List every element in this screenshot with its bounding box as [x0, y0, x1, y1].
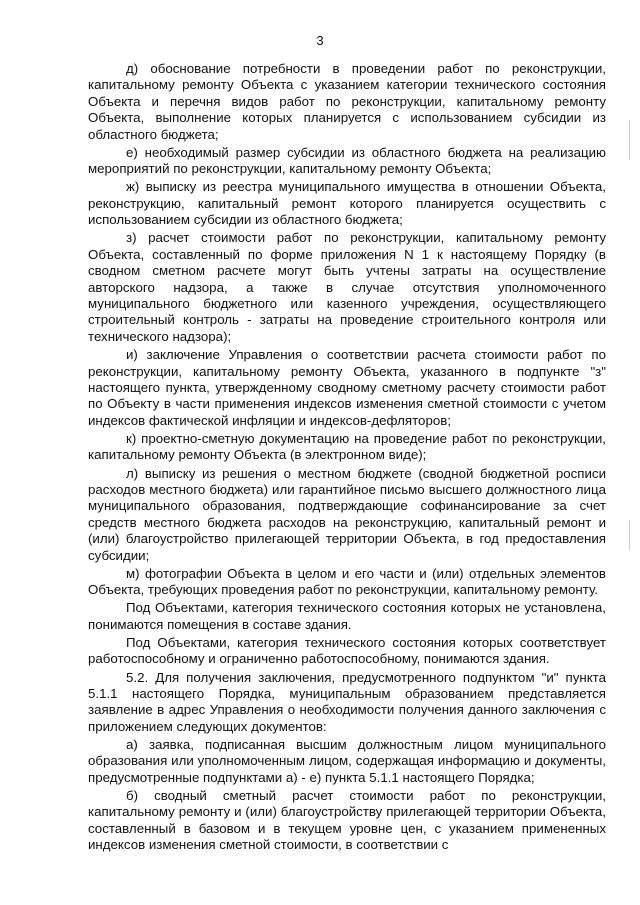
paragraph-k: к) проектно-сметную документацию на проведение работ по реконструкции, капитальному ремонту Объекта (в электронном виде);: [88, 430, 606, 463]
paragraph-d: д) обоснование потребности в проведении работ по реконструкции, капитальному ремонту Объекта с указанием категории технического состояния Объекта и перечня видов работ по реконструкции, капитальному ремонту Объекта, выполнение которых планируется с использованием субсидии из областного бюджета;: [88, 61, 606, 142]
paragraph-zh: ж) выписку из реестра муниципального имущества в отношении Объекта, реконструкцию, капитальный ремонт которого планируется осуществить с использованием субсидии из областного бюджета;: [88, 179, 606, 228]
page-number: 3: [316, 33, 324, 48]
paragraph-m: м) фотографии Объекта в целом и его части и (или) отдельных элементов Объекта, требующих проведения работ по реконструкции, капитальному ремонту.: [88, 565, 606, 598]
paragraph-objects-unset-category: Под Объектами, категория технического состояния которых не установлена, понимаются помещения в составе здания.: [88, 600, 606, 632]
paragraph-e: е) необходимый размер субсидии из областного бюджета на реализацию мероприятий по реконструкции, капитальному ремонту Объекта;: [88, 144, 606, 177]
paragraph-l: л) выписку из решения о местном бюджете (сводной бюджетной росписи расходов местного бюджета) или гарантийное письмо высшего должностного лица муниципального образования, подтверждающие софинансирование за счет средств местного бюджета расходов на реконструкцию, капитальный ремонт и (или) благоустройство прилегающей территории Объекта, в год предоставления субсидии;: [88, 465, 606, 563]
paragraph-5-2-a: а) заявка, подписанная высшим должностным лицом муниципального образования или уполномоченным лицом, содержащая информацию и документы, предусмотренные подпунктами а) - е) пункта 5.1.1 настоящего Порядка;: [88, 737, 606, 785]
paragraph-5-2: 5.2. Для получения заключения, предусмотренного подпунктом "и" пункта 5.1.1 настоящего Порядка, муниципальным образованием представляется заявление в адрес Управления о необходимости получения данного заключения с приложением следующих документов:: [88, 669, 606, 734]
paragraph-z: з) расчет стоимости работ по реконструкции, капитальному ремонту Объекта, составленный по форме приложения N 1 к настоящему Порядку (в сводном сметном расчете могут быть учтены затраты на осуществление авторского надзора, а также в случае отсутствия уполномоченного муниципального бюджетного или казенного учреждения, осуществляющего строительный контроль - затраты на проведение строительного контроля или технического надзора);: [88, 230, 606, 344]
paragraph-objects-workable-category: Под Объектами, категория технического состояния которых соответствует работоспособному и ограниченно работоспособному, понимаются здания.: [88, 634, 606, 667]
scan-edge-mark: [629, 120, 630, 160]
document-body: [88, 61, 606, 855]
scan-edge-mark: [629, 520, 630, 550]
paragraph-i: и) заключение Управления о соответствии расчета стоимости работ по реконструкции, капитальному ремонту Объекта, указанного в подпункте "з" настоящего пункта, утвержденному сводному сметному расчету стоимости работ по Объекту в части применения индексов изменения сметной стоимости с учетом индексов фактической инфляции и индексов-дефляторов;: [88, 347, 606, 428]
paragraph-5-2-b: б) сводный сметный расчет стоимости работ по реконструкции, капитальному ремонту и (или) благоустройству прилегающей территории Объекта, составленный в базовом и в текущем уровне цен, с указанием примененных индексов изменения сметной стоимости, в соответствии с: [88, 788, 606, 853]
